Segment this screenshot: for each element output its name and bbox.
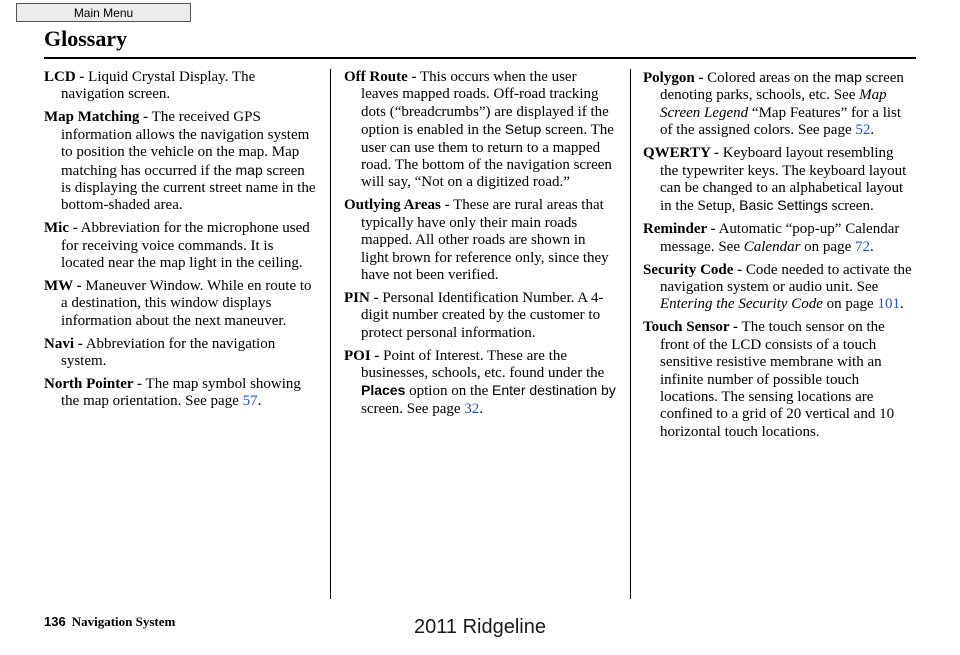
definition: The touch sensor on the front of the LCD consists of a touch sensitive resistive membrane with an infinite number of possible touch locations. The sensing locations are confined to a grid of 20 vertical and 10 horizontal touch locations. xyxy=(660,319,895,440)
term: PIN - xyxy=(344,289,379,306)
term: Reminder - xyxy=(643,221,716,238)
glossary-column-1 xyxy=(44,69,316,416)
page-link[interactable]: 72 xyxy=(854,238,870,255)
entry-qwerty xyxy=(643,145,915,216)
term: Off Route - xyxy=(344,69,417,85)
page-link[interactable]: 57 xyxy=(242,393,258,410)
page-link[interactable]: 101 xyxy=(877,296,900,313)
definition: screen. See page xyxy=(361,400,461,417)
definition: These are rural areas that typically have only their main roads mapped. All other roads are shown in light brown for reference only, since they have not been verified. xyxy=(361,197,609,283)
definition: Liquid Crystal Display. The navigation screen. xyxy=(61,69,256,103)
entry-polygon xyxy=(643,69,915,140)
entry-outlying-areas xyxy=(344,197,616,284)
entry-reminder xyxy=(643,221,915,256)
term: LCD - xyxy=(44,69,85,85)
entry-mw xyxy=(44,278,316,330)
definition: screen. xyxy=(831,198,874,215)
entry-touch-sensor xyxy=(643,319,915,441)
definition: screen. The user can use them to return to a mapped road. The bottom of the navigation screen will say, “Not on a digitized road.” xyxy=(361,122,614,191)
definition: option on the xyxy=(409,383,489,400)
entry-lcd xyxy=(44,69,316,104)
keyword-basic-settings: Basic Settings xyxy=(739,197,828,214)
keyword-setup: Setup xyxy=(504,121,542,138)
definition: screen denoting parks, schools, etc. See xyxy=(660,70,904,104)
term: POI - xyxy=(344,347,380,364)
main-menu-button[interactable]: Main Menu xyxy=(16,3,191,22)
term: Polygon - xyxy=(643,70,704,86)
definition: Personal Identification Number. A 4-digit number created by the customer to protect personal information. xyxy=(361,289,604,341)
entry-north-pointer xyxy=(44,376,316,411)
definition: on page xyxy=(826,296,874,313)
term: Navi - xyxy=(44,335,83,352)
page-link[interactable]: 52 xyxy=(855,122,871,139)
glossary-column-3 xyxy=(643,69,915,447)
watermark: 2011 Ridgeline xyxy=(414,616,546,638)
entry-security-code xyxy=(643,262,915,314)
reference-map-screen-legend: Map Screen Legend xyxy=(660,87,887,121)
column-divider xyxy=(630,69,631,599)
definition: “Map Features” for a list of the assigned colors. See page xyxy=(660,104,902,139)
punctuation: . xyxy=(870,122,875,139)
keyword-map: map xyxy=(834,69,862,85)
term: Mic - xyxy=(44,220,78,237)
definition: Keyboard layout resembling the typewriter keys. The keyboard layout can be changed to an alphabetical layout in the Setup, xyxy=(660,145,907,215)
entry-mic xyxy=(44,220,316,272)
definition: on page xyxy=(804,238,852,255)
punctuation: . xyxy=(899,296,904,313)
definition: The map symbol showing the map orientation. See page xyxy=(61,376,301,410)
punctuation: . xyxy=(257,393,262,410)
entry-poi xyxy=(344,348,616,419)
keyword-map: map xyxy=(235,161,263,178)
definition: Maneuver Window. While en route to a destination, this window displays information about the next maneuver. xyxy=(61,277,312,329)
title-rule xyxy=(44,57,916,59)
definition: Automatic “pop-up” Calendar message. See xyxy=(660,221,900,255)
page-link[interactable]: 32 xyxy=(464,400,480,417)
entry-navi xyxy=(44,336,316,371)
keyword-enter-destination-by: Enter destination by xyxy=(492,382,616,399)
term: MW - xyxy=(44,277,82,294)
punctuation: . xyxy=(479,400,484,417)
section-name: Navigation System xyxy=(71,614,176,629)
definition: Abbreviation for the microphone used for receiving voice commands. It is located near the map light in the ceiling. xyxy=(61,220,310,272)
term: Map Matching - xyxy=(44,109,149,126)
definition: Colored areas on the xyxy=(707,70,831,86)
term: Outlying Areas - xyxy=(344,197,450,214)
page-number: 136 xyxy=(44,614,66,629)
entry-pin xyxy=(344,290,616,342)
definition: The received GPS information allows the navigation system to position the vehicle on the map. Map matching has occurred if the xyxy=(61,109,310,179)
punctuation: . xyxy=(869,238,874,255)
definition: This occurs when the user leaves mapped roads. Off-road tracking dots (“breadcrumbs”) are displayed if the option is enabled in the xyxy=(361,69,609,139)
definition: Code needed to activate the navigation system or audio unit. See xyxy=(660,261,912,295)
reference-calendar: Calendar xyxy=(743,238,801,255)
reference-entering-security-code: Entering the Security Code xyxy=(660,296,823,313)
definition: screen is displaying the current street name in the bottom-shaded area. xyxy=(61,162,316,214)
definition: Abbreviation for the navigation system. xyxy=(61,335,276,370)
glossary-column-2 xyxy=(344,69,616,424)
page-title: Glossary xyxy=(44,26,128,51)
term: Security Code - xyxy=(643,261,743,278)
term: North Pointer - xyxy=(44,376,143,392)
keyword-places: Places xyxy=(361,382,406,399)
term: Touch Sensor - xyxy=(643,319,739,336)
entry-map-matching xyxy=(44,109,316,214)
column-divider xyxy=(330,69,331,599)
entry-off-route xyxy=(344,69,616,192)
term: QWERTY - xyxy=(643,145,720,162)
definition: Point of Interest. These are the businesses, schools, etc. found under the xyxy=(361,347,605,381)
